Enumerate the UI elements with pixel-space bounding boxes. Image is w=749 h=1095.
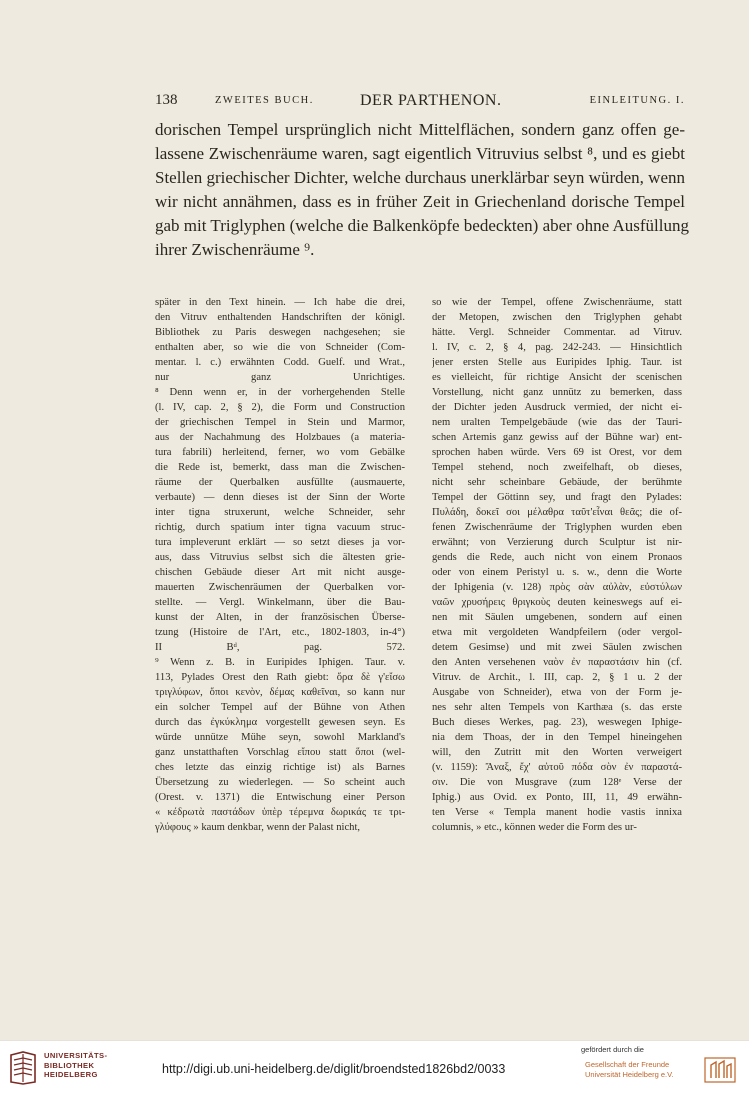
library-name: UNIVERSITÄTS- BIBLIOTHEK HEIDELBERG xyxy=(44,1051,108,1079)
footnote-line: Πυλάδη, δοκεῖ σοι μέλαθρα ταῦτ'εἶναι θεᾶς; die of- xyxy=(432,507,682,518)
society-name: Gesellschaft der Freunde Universität Heidelberg e.V. xyxy=(585,1060,674,1079)
footnote-line: Vitruv. de Archit., l. III, cap. 2, § 1 u. 2 der xyxy=(432,672,682,683)
footnote-line: aus der Nachahmung des Holzbaues (a materia- xyxy=(155,432,405,443)
footnotes-right-column xyxy=(432,295,682,835)
footnote-line: ⁸ Denn wenn er, in der vorhergehenden Stelle xyxy=(155,387,405,398)
footnote-line: l. IV, c. 2, § 4, pag. 242-243. — Hinsichtlich xyxy=(432,342,682,353)
university-library-logo-icon xyxy=(8,1051,38,1085)
footnote-line: Iphig.) aus Ovid. ex Ponto, III, 11, 49 erwähn- xyxy=(432,792,682,803)
footnote-line: fenen Zwischenräume der Triglyphen wurden eben xyxy=(432,522,682,533)
footnote-line: stellte. — Vergl. Winkelmann, über die Bau- xyxy=(155,597,405,608)
footnote-line: Tempel der Göttinn sey, und fragt den Pylades: xyxy=(432,492,682,503)
running-head-title: DER PARTHENON. xyxy=(360,92,502,109)
footnote-line: nia dem Thoas, der in den Tempel hineingehen xyxy=(432,732,682,743)
footnote-line: γλύφους » kaum denkbar, wenn der Palast nicht, xyxy=(155,822,361,833)
text-line: Stellen griechischer Dichter, welche durchaus unerklärbar seyn würden, wenn xyxy=(155,168,685,187)
footnote-line: den Anten versehenen ναὸν ἐν παραστάσιν hin (cf. xyxy=(432,657,682,668)
footnote-line: nur ganz Unrichtiges. xyxy=(155,372,405,383)
footnote-line: verbaute) — denn dieses ist der Sinn der Worte xyxy=(155,492,405,503)
footnote-line: tzung (Histoire de l'Art, etc., 1802-1803, in-4°) xyxy=(155,627,405,638)
footnote-line: σιν. Die von Musgrave (zum 128ᵉ Verse der xyxy=(432,777,682,788)
footnote-line: würde unnütze Mühe seyn, sowohl Markland's xyxy=(155,732,405,743)
footnote-line: so wie der Tempel, offene Zwischenräume, statt xyxy=(432,297,682,308)
footnote-line: ches letzte das einzig richtige ist) als Barnes xyxy=(155,762,405,773)
footnote-line: oder von einem Peristyl u. s. w., denn die Worte xyxy=(432,567,682,578)
footnotes-left-column xyxy=(155,295,405,835)
text-line: ihrer Zwischenräume ⁹. xyxy=(155,240,315,259)
footnote-line: jener ersten Stelle aus Euripides Iphig. Taur. ist xyxy=(432,357,682,368)
footnote-line: später in den Text hinein. — Ich habe die drei, xyxy=(155,297,405,308)
permalink-url[interactable]: http://digi.ub.uni-heidelberg.de/diglit/broendsted1826bd2/0033 xyxy=(162,1062,506,1076)
footnote-line: will, den Zutritt mit den Worten verweigert xyxy=(432,747,682,758)
footnote-line: enthalten aber, so wie die von Schneider (Com- xyxy=(155,342,405,353)
footnote-line: (Orest. v. 1371) die Entwischung einer Person xyxy=(155,792,405,803)
footnote-line: Übersetzung zu wiederlegen. — So scheint auch xyxy=(155,777,405,788)
footnote-line: nes sehr alten Tempels von Karthæa (s. das erste xyxy=(432,702,682,713)
footnote-line: den Vitruv enthaltenden Handschriften der königl. xyxy=(155,312,405,323)
footnote-line: schen Artemis ganz gewiss auf der Bühne war) ent- xyxy=(432,432,682,443)
footnote-line: ganz unstatthaften Vorschlag εἴπου statt ὅποι (wel- xyxy=(155,747,405,758)
footnote-line: Vorstellung, nicht ganz unnütz zu bemerken, dass xyxy=(432,387,682,398)
footnote-line: es vielleicht, für richtige Ansicht der scenischen xyxy=(432,372,682,383)
running-head-right: EINLEITUNG. I. xyxy=(589,95,685,106)
footnote-line: die Rede ist, bemerkt, dass man die Zwischen- xyxy=(155,462,405,473)
footnote-line: erwähnt; von Verzierung durch Sculptur ist nir- xyxy=(432,537,682,548)
footnote-line: chischen Gebäude dieser Art mit nicht ausge- xyxy=(155,567,405,578)
footnote-line: Bibliothek zu Paris deswegen nachgesehen; sie xyxy=(155,327,405,338)
footnote-line: etwa mit vergoldeten Wandpfeilern (oder vergol- xyxy=(432,627,682,638)
footnote-line: kunst der Alten, in der französischen Überse- xyxy=(155,612,405,623)
footnote-line: gends die Rede, auch nicht von einem Pronaos xyxy=(432,552,682,563)
footnote-line: (l. IV, cap. 2, § 2), die Form und Construction xyxy=(155,402,405,413)
running-head xyxy=(155,92,685,114)
footnote-line: 113, Pylades Orest den Rath giebt: ὅρα δὲ γ'εἴσω xyxy=(155,672,405,683)
footnote-line: « κέδρωτὰ παστάδων ὑπὲρ τέρεμνα δωρικάς τε τρι- xyxy=(155,807,405,818)
footnote-line: sprochen haben würde. Vers 69 ist Orest, vor dem xyxy=(432,447,682,458)
text-line: wir nicht annähmen, dass es in früher Zeit in Griechenland dorische Tempel xyxy=(155,192,685,211)
text-line: dorischen Tempel ursprünglich nicht Mittelflächen, sondern ganz offen ge- xyxy=(155,120,685,139)
footnote-line: columnis, » etc., können weder die Form des ur- xyxy=(432,822,637,833)
footnote-line: der griechischen Tempel in Stein und Marmor, xyxy=(155,417,405,428)
page-number: 138 xyxy=(155,92,178,108)
footnote-line: nem uralten Tempelgebäude (wie das der Tauri- xyxy=(432,417,682,428)
digitization-footer xyxy=(0,1040,749,1095)
footnote-line: detem Gesimse) und mit zwei Säulen zwischen xyxy=(432,642,682,653)
footnote-line: mauerten Zwischenräumen der Querbalken vor- xyxy=(155,582,405,593)
footnote-line: ⁹ Wenn z. B. in Euripides Iphigen. Taur. v. xyxy=(155,657,405,668)
footnote-line: (v. 1159): Ἄναξ, ἔχ' αὐτοῦ πόδα σὸν ἐν παραστά- xyxy=(432,762,682,773)
footnote-line: nicht sehr scheinbare Gebäude, der berühmte xyxy=(432,477,682,488)
footnote-line: Tempel stehend, noch zweifelhaft, ob dieses, xyxy=(432,462,682,473)
footnote-line: nen mit Säulen umgebenen, sondern auf einen xyxy=(432,612,682,623)
footnote-line: ten Verse « Templa manent hodie vastis innixa xyxy=(432,807,682,818)
footnote-line: hätte. Vergl. Schneider Commentar. ad Vitruv. xyxy=(432,327,682,338)
funded-by-label: gefördert durch die xyxy=(581,1045,644,1054)
footnote-line: II Bᵈ, pag. 572. xyxy=(155,642,405,653)
footnote-line: inter tigna struxerunt, welche Schneider, sehr xyxy=(155,507,405,518)
footnote-line: tura impleverunt erklärt — so setzt dieses ja vor- xyxy=(155,537,405,548)
text-line: gab mit Triglyphen (welche die Balkenköpfe bedeckten) aber ohne Ausfüllung xyxy=(155,216,689,235)
text-line: lassene Zwischenräume waren, sagt eigentlich Vitruvius selbst ⁸, und es giebt xyxy=(155,144,685,163)
footnote-line: räume der Querbalken ausfüllte (ausmauerte, xyxy=(155,477,405,488)
footnote-line: der Iphigenia (v. 128) πρὸς σὰν αὐλὰν, εὐστύλων xyxy=(432,582,682,593)
footnote-line: Ausgabe von Schneider), etwa von der Form je- xyxy=(432,687,682,698)
footnote-line: ein solcher Tempel auf der Bühne von Athen xyxy=(155,702,405,713)
footnote-line: Buch dieses Werkes, pag. 23), weswegen Iphige- xyxy=(432,717,682,728)
footnote-line: der Dichter jeden Ausdruck vermied, der nicht ei- xyxy=(432,402,682,413)
footnote-line: aus, dass Vitruvius selbst sich die ältesten grie- xyxy=(155,552,405,563)
footnote-line: der Metopen, zwischen den Triglyphen gehabt xyxy=(432,312,682,323)
society-logo-icon xyxy=(703,1055,737,1085)
footnote-line: mentar. l. c.) erwähnten Codd. Guelf. und Wrat., xyxy=(155,357,405,368)
footnote-line: ναῶν χρυσήρεις θριγκοὺς deuten keineswegs auf ei- xyxy=(432,597,682,608)
footnote-line: richtig, durch spatium inter tigna vacuum struc- xyxy=(155,522,405,533)
footnote-line: durch das ἐγκύκλημα vorgestellt gewesen seyn. Es xyxy=(155,717,405,728)
running-head-left: ZWEITES BUCH. xyxy=(215,95,314,106)
footnote-line: τριγλύφων, ὅποι κενὸν, δέμας καθεῖναι, so kann nur xyxy=(155,687,405,698)
footnote-line: tura fabrili) herleitend, ferner, wo vom Gebälke xyxy=(155,447,405,458)
main-text xyxy=(155,118,689,262)
